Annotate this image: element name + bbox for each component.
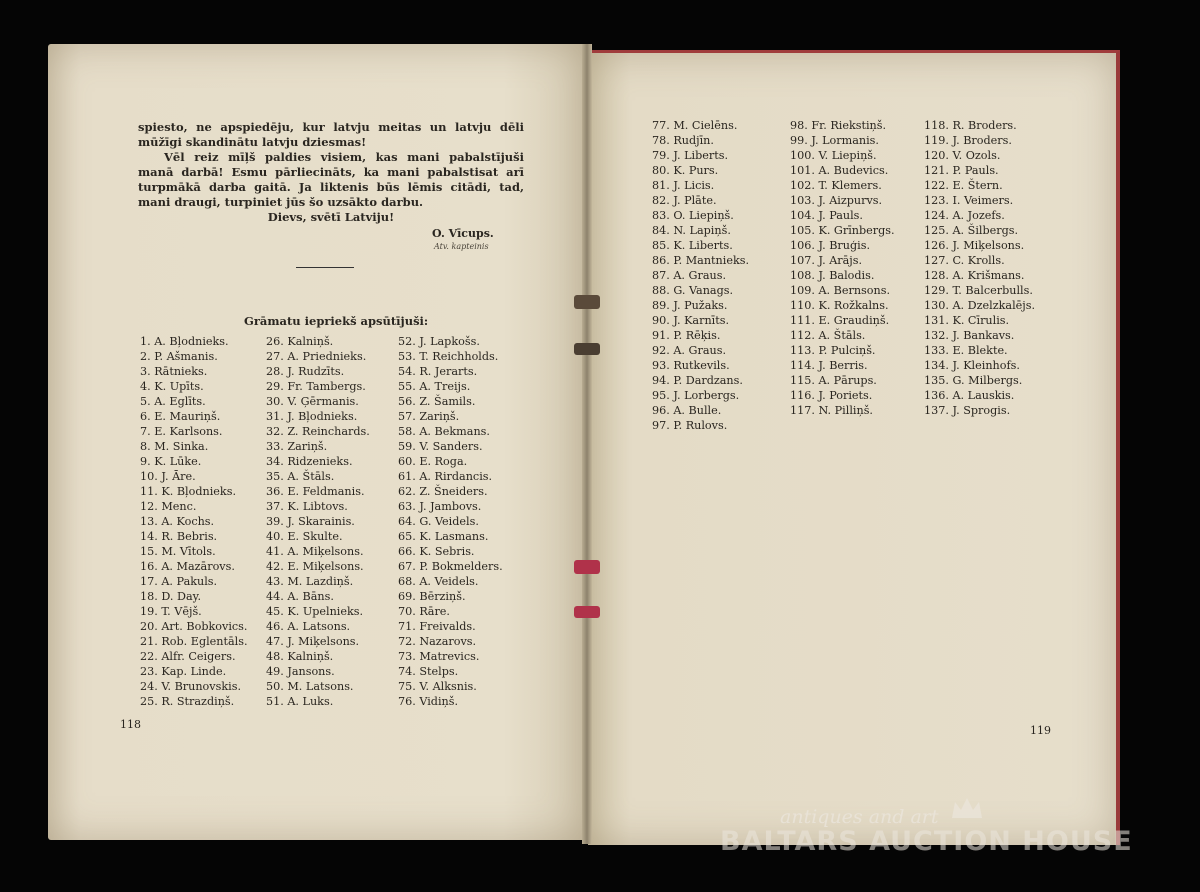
list-item: 51. A. Luks.	[266, 695, 334, 708]
signature-title: Atv. kapteinis	[434, 242, 489, 251]
list-item: 130. A. Dzelzkalējs.	[924, 299, 1036, 312]
list-item: 91. P. Rēķis.	[652, 329, 721, 342]
list-item: 96. A. Bulle.	[652, 404, 722, 417]
list-item: 124. A. Jozefs.	[924, 209, 1005, 222]
list-item: 34. Ridzenieks.	[266, 455, 353, 468]
list-item: 69. Bērziņš.	[398, 590, 466, 603]
list-item: 119. J. Broders.	[924, 134, 1012, 147]
list-item: 45. K. Upelnieks.	[266, 605, 364, 618]
list-item: 54. R. Jerarts.	[398, 365, 478, 378]
list-item: 28. J. Rudzīts.	[266, 365, 345, 378]
list-item: 42. E. Miķelsons.	[266, 560, 364, 573]
list-item: 43. M. Lazdiņš.	[266, 575, 354, 588]
intro-paragraph-2: Vēl reiz mīļš paldies visiem, kas mani pabalstījuši manā darbā! Esmu pārliecināts, ka mani pabalstisat arī turpmākā darba gaitā. Ja liktenis būs lēmis citādi, tad, mani draugi, turpiniet jūs šo uzsākto darbu.	[138, 150, 524, 209]
list-item: 62. Z. Šneiders.	[398, 485, 488, 498]
list-item: 123. I. Veimers.	[924, 194, 1014, 207]
list-item: 89. J. Pužaks.	[652, 299, 728, 312]
list-item: 92. A. Graus.	[652, 344, 726, 357]
list-item: 57. Zariņš.	[398, 410, 460, 423]
list-item: 86. P. Mantnieks.	[652, 254, 750, 267]
list-item: 77. M. Cielēns.	[652, 119, 738, 132]
list-item: 137. J. Sprogis.	[924, 404, 1011, 417]
list-item: 90. J. Karnīts.	[652, 314, 730, 327]
list-item: 74. Stelps.	[398, 665, 459, 678]
list-item: 95. J. Lorbergs.	[652, 389, 740, 402]
list-item: 70. Rāre.	[398, 605, 450, 618]
list-item: 121. P. Pauls.	[924, 164, 999, 177]
list-item: 88. G. Vanags.	[652, 284, 734, 297]
list-item: 64. G. Veidels.	[398, 515, 479, 528]
list-item: 103. J. Aizpurvs.	[790, 194, 883, 207]
list-item: 48. Kalniņš.	[266, 650, 334, 663]
list-item: 106. J. Bruģis.	[790, 239, 871, 252]
list-item: 52. J. Lapkošs.	[398, 335, 480, 348]
book-spine	[582, 44, 592, 844]
list-item: 117. N. Pilliņš.	[790, 404, 873, 417]
list-item: 40. E. Skulte.	[266, 530, 343, 543]
list-item: 84. N. Lapiņš.	[652, 224, 731, 237]
right-column-1	[652, 118, 749, 433]
list-item: 116. J. Poriets.	[790, 389, 873, 402]
list-item: 105. K. Grīnbergs.	[790, 224, 895, 237]
list-item: 115. A. Pārups.	[790, 374, 877, 387]
binding-thread	[574, 343, 600, 355]
list-item: 9. K. Lūke.	[140, 455, 202, 468]
list-item: 110. K. Rožkalns.	[790, 299, 889, 312]
list-item: 104. J. Pauls.	[790, 209, 863, 222]
list-item: 122. E. Štern.	[924, 179, 1003, 192]
list-item: 3. Rātnieks.	[140, 365, 208, 378]
binding-thread	[574, 295, 600, 309]
list-item: 98. Fr. Riekstiņš.	[790, 119, 887, 132]
list-item: 68. A. Veidels.	[398, 575, 479, 588]
list-item: 109. A. Bernsons.	[790, 284, 891, 297]
list-item: 101. A. Budevics.	[790, 164, 889, 177]
list-item: 134. J. Kleinhofs.	[924, 359, 1020, 372]
intro-text	[138, 120, 524, 225]
list-item: 39. J. Skarainis.	[266, 515, 355, 528]
list-item: 14. R. Bebris.	[140, 530, 218, 543]
list-item: 41. A. Miķelsons.	[266, 545, 364, 558]
list-item: 113. P. Pulciņš.	[790, 344, 876, 357]
list-item: 46. A. Latsons.	[266, 620, 351, 633]
left-column-2	[266, 334, 370, 709]
list-item: 20. Art. Bobkovics.	[140, 620, 248, 633]
page-number-right: 119	[1030, 724, 1051, 737]
list-item: 27. A. Priednieks.	[266, 350, 367, 363]
list-item: 99. J. Lormanis.	[790, 134, 879, 147]
right-column-2	[790, 118, 895, 418]
list-item: 19. T. Vējš.	[140, 605, 202, 618]
list-item: 2. P. Ašmanis.	[140, 350, 218, 363]
list-item: 71. Freivalds.	[398, 620, 476, 633]
list-item: 22. Alfr. Ceigers.	[140, 650, 236, 663]
list-item: 73. Matrevics.	[398, 650, 480, 663]
list-item: 23. Kap. Linde.	[140, 665, 227, 678]
list-item: 61. A. Rirdancis.	[398, 470, 493, 483]
list-item: 100. V. Liepiņš.	[790, 149, 877, 162]
list-item: 79. J. Liberts.	[652, 149, 729, 162]
list-item: 66. K. Sebris.	[398, 545, 475, 558]
list-item: 72. Nazarovs.	[398, 635, 477, 648]
watermark-tagline: antiques and art	[780, 806, 939, 828]
binding-thread	[574, 606, 600, 618]
list-item: 5. A. Eglīts.	[140, 395, 206, 408]
list-item: 36. E. Feldmanis.	[266, 485, 365, 498]
list-item: 32. Z. Reinchards.	[266, 425, 370, 438]
list-item: 93. Rutkevils.	[652, 359, 730, 372]
list-item: 4. K. Upīts.	[140, 380, 204, 393]
intro-closing: Dievs, svētī Latviju!	[267, 210, 395, 224]
left-column-3	[398, 334, 503, 709]
list-item: 16. A. Mazārovs.	[140, 560, 235, 573]
signature: O. Vīcups.	[432, 227, 494, 240]
list-item: 58. A. Bekmans.	[398, 425, 490, 438]
list-item: 118. R. Broders.	[924, 119, 1017, 132]
list-item: 63. J. Jambovs.	[398, 500, 482, 513]
list-item: 80. K. Purs.	[652, 164, 719, 177]
list-item: 59. V. Sanders.	[398, 440, 483, 453]
list-item: 53. T. Reichholds.	[398, 350, 499, 363]
list-item: 33. Zariņš.	[266, 440, 328, 453]
left-column-1	[140, 334, 248, 709]
crown-icon	[950, 796, 984, 822]
list-item: 132. J. Bankavs.	[924, 329, 1015, 342]
list-item: 1. A. Bļodnieks.	[140, 335, 229, 348]
page-number-left: 118	[120, 718, 141, 731]
list-item: 15. M. Vītols.	[140, 545, 216, 558]
list-item: 44. A. Bāns.	[266, 590, 334, 603]
list-item: 17. A. Pakuls.	[140, 575, 218, 588]
list-item: 111. E. Graudiņš.	[790, 314, 890, 327]
list-item: 85. K. Liberts.	[652, 239, 733, 252]
list-item: 6. E. Mauriņš.	[140, 410, 221, 423]
list-item: 126. J. Miķelsons.	[924, 239, 1025, 252]
list-item: 76. Vidiņš.	[398, 695, 459, 708]
list-item: 55. A. Treijs.	[398, 380, 471, 393]
list-item: 128. A. Krišmans.	[924, 269, 1025, 282]
list-item: 35. A. Štāls.	[266, 470, 335, 483]
list-item: 135. G. Milbergs.	[924, 374, 1023, 387]
list-item: 11. K. Bļodnieks.	[140, 485, 236, 498]
list-item: 87. A. Graus.	[652, 269, 726, 282]
list-item: 120. V. Ozols.	[924, 149, 1001, 162]
binding-thread	[574, 560, 600, 574]
list-item: 12. Menc.	[140, 500, 197, 513]
watermark-brand: BALTARS AUCTION HOUSE	[720, 826, 1133, 857]
list-item: 47. J. Miķelsons.	[266, 635, 360, 648]
list-item: 30. V. Ģērmanis.	[266, 395, 359, 408]
list-item: 108. J. Balodis.	[790, 269, 875, 282]
list-item: 21. Rob. Eglentāls.	[140, 635, 248, 648]
list-item: 125. A. Šilbergs.	[924, 224, 1019, 237]
list-item: 107. J. Arājs.	[790, 254, 863, 267]
list-item: 7. E. Karlsons.	[140, 425, 223, 438]
list-item: 67. P. Bokmelders.	[398, 560, 503, 573]
list-item: 94. P. Dardzans.	[652, 374, 743, 387]
list-item: 112. A. Štāls.	[790, 329, 866, 342]
list-title: Grāmatu iepriekš apsūtījuši:	[244, 314, 429, 328]
list-item: 13. A. Kochs.	[140, 515, 215, 528]
list-item: 136. A. Lauskis.	[924, 389, 1015, 402]
list-item: 10. J. Āre.	[140, 470, 196, 483]
list-item: 114. J. Berris.	[790, 359, 868, 372]
list-item: 102. T. Klemers.	[790, 179, 882, 192]
right-column-3	[924, 118, 1035, 418]
list-item: 29. Fr. Tambergs.	[266, 380, 366, 393]
list-item: 129. T. Balcerbulls.	[924, 284, 1033, 297]
list-item: 49. Jansons.	[266, 665, 335, 678]
list-item: 131. K. Cīrulis.	[924, 314, 1010, 327]
list-item: 31. J. Bļodnieks.	[266, 410, 358, 423]
list-item: 81. J. Licis.	[652, 179, 715, 192]
divider	[296, 267, 354, 268]
list-item: 26. Kalniņš.	[266, 335, 334, 348]
list-item: 24. V. Brunovskis.	[140, 680, 242, 693]
list-item: 56. Z. Šamils.	[398, 395, 476, 408]
list-item: 75. V. Alksnis.	[398, 680, 477, 693]
list-item: 133. E. Blekte.	[924, 344, 1008, 357]
list-item: 60. E. Roga.	[398, 455, 468, 468]
list-item: 8. M. Sinka.	[140, 440, 209, 453]
list-item: 65. K. Lasmans.	[398, 530, 489, 543]
list-item: 50. M. Latsons.	[266, 680, 354, 693]
list-item: 25. R. Strazdiņš.	[140, 695, 235, 708]
list-item: 97. P. Rulovs.	[652, 419, 728, 432]
list-item: 82. J. Plāte.	[652, 194, 717, 207]
list-item: 37. K. Libtovs.	[266, 500, 348, 513]
list-item: 18. D. Day.	[140, 590, 202, 603]
list-item: 83. O. Liepiņš.	[652, 209, 734, 222]
list-item: 127. C. Krolls.	[924, 254, 1005, 267]
intro-paragraph-1: spiesto, ne apspiedēju, kur latvju meitas un latvju dēli mūžīgi skandinātu latvju dziesmas!	[138, 120, 524, 149]
list-item: 78. Rudjīn.	[652, 134, 714, 147]
